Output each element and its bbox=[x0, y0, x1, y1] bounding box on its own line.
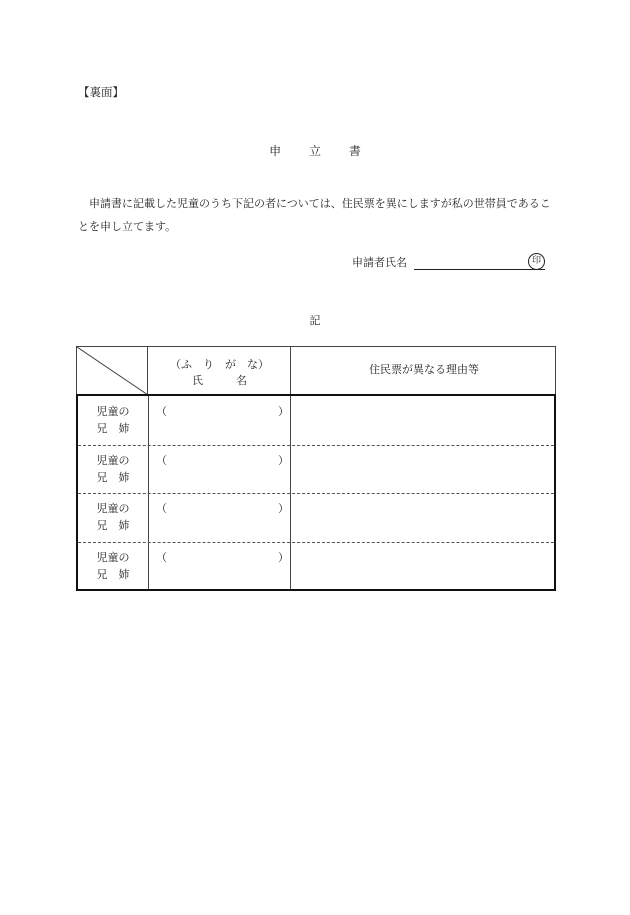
row-label bbox=[78, 452, 148, 486]
section-tag: 【裏面】 bbox=[78, 85, 124, 99]
reason-header-cell: 住民票が異なる理由等 bbox=[369, 363, 479, 376]
row-label-line2: 兄 姉 bbox=[96, 422, 130, 435]
table-header bbox=[76, 346, 556, 395]
title-char-1: 申 bbox=[269, 144, 282, 158]
row-label-line2: 兄 姉 bbox=[96, 470, 130, 484]
furigana-open-paren: （ bbox=[156, 405, 167, 418]
table-row bbox=[78, 396, 554, 446]
title-char-2: 立 bbox=[308, 144, 321, 158]
row-label-line1: 児童の bbox=[96, 502, 130, 515]
ki-heading: 記 bbox=[309, 314, 321, 327]
furigana-open-paren: （ bbox=[156, 550, 167, 564]
row-label-line1: 児童の bbox=[96, 453, 130, 467]
row-label bbox=[78, 500, 148, 534]
table-row bbox=[78, 542, 554, 591]
diagonal-header-cell bbox=[77, 347, 148, 396]
title-char-3: 書 bbox=[348, 144, 361, 158]
table-row bbox=[78, 493, 554, 543]
furigana-close-paren: ） bbox=[278, 453, 289, 467]
row-label bbox=[78, 549, 148, 583]
seal-icon: 印 bbox=[528, 253, 545, 270]
furigana-open-paren: （ bbox=[156, 453, 167, 467]
furigana-close-paren: ） bbox=[278, 502, 289, 515]
document-title bbox=[0, 142, 630, 159]
applicant-name-label: 申請者氏名 bbox=[352, 256, 407, 269]
siblings-table bbox=[76, 346, 556, 591]
furigana-close-paren: ） bbox=[278, 405, 289, 418]
row-label bbox=[78, 403, 148, 437]
furigana-open-paren: （ bbox=[156, 502, 167, 515]
row-label-line1: 児童の bbox=[96, 550, 130, 564]
applicant-signature-field[interactable] bbox=[352, 254, 552, 272]
furigana-header: （ふ り が な） bbox=[170, 358, 269, 371]
table-body bbox=[76, 394, 556, 591]
table-row bbox=[78, 445, 554, 495]
name-header: 氏 名 bbox=[192, 374, 247, 387]
signature-line[interactable] bbox=[414, 269, 545, 270]
row-label-line2: 兄 姉 bbox=[96, 567, 130, 581]
row-label-line1: 児童の bbox=[96, 405, 130, 418]
row-label-line2: 兄 姉 bbox=[96, 519, 130, 532]
diagonal-line bbox=[77, 347, 148, 396]
furigana-close-paren: ） bbox=[278, 550, 289, 564]
name-header-cell bbox=[148, 347, 291, 396]
declaration-statement: 申請書に記載した児童のうち下記の者については、住民票を異にしますが私の世帯員であることを申し立てます。 bbox=[78, 197, 551, 233]
